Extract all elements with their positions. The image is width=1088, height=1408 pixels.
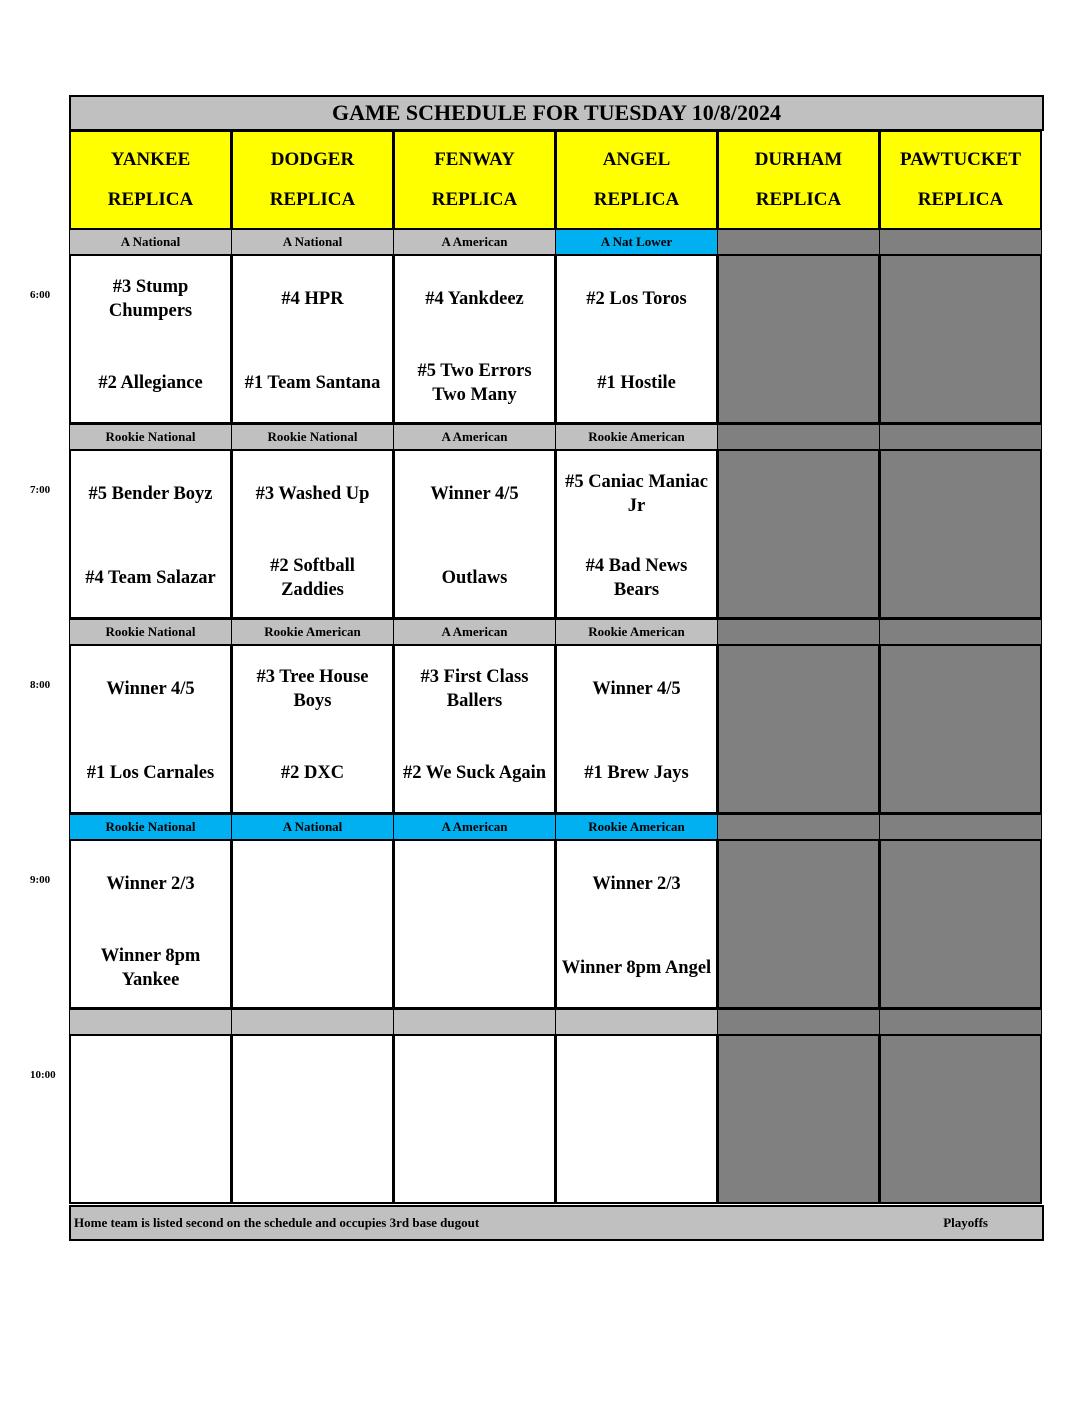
field-name: DURHAM (754, 149, 843, 170)
game-block (231, 254, 394, 424)
league-label (879, 424, 1042, 450)
home-team: #2 Allegiance (98, 373, 203, 393)
field-header-dodger (231, 130, 394, 230)
home-team (233, 1128, 392, 1198)
home-team (71, 1128, 230, 1198)
game-block (231, 449, 394, 619)
field-subtitle: REPLICA (755, 189, 842, 210)
league-label (879, 1009, 1042, 1035)
league-label: Rookie National (69, 619, 232, 645)
away-team (233, 849, 392, 919)
field-header-durham (717, 130, 880, 230)
home-team: #4 Bad News Bears (585, 556, 688, 600)
away-team: Winner 4/5 (430, 484, 519, 504)
time-label: 9:00 (30, 874, 51, 886)
league-label (717, 1009, 880, 1035)
home-team (395, 1128, 554, 1198)
league-label: A American (393, 229, 556, 255)
game-block (393, 839, 556, 1009)
field-subtitle: REPLICA (431, 189, 518, 210)
away-team: Winner 2/3 (592, 874, 681, 894)
game-block (231, 839, 394, 1009)
field-header-yankee (69, 130, 232, 230)
away-team: #5 Caniac Maniac Jr (565, 472, 708, 516)
time-label: 10:00 (30, 1069, 56, 1081)
league-label: A American (393, 814, 556, 840)
time-label: 7:00 (30, 484, 51, 496)
away-team: Winner 4/5 (106, 679, 195, 699)
game-block (393, 254, 556, 424)
unused-field-block (717, 839, 880, 1009)
game-block (393, 1034, 556, 1204)
league-label (879, 619, 1042, 645)
away-team (71, 1044, 230, 1114)
unused-field-block (879, 839, 1042, 1009)
league-label (879, 229, 1042, 255)
away-team: Winner 2/3 (106, 874, 195, 894)
league-label: A American (393, 424, 556, 450)
time-label: 8:00 (30, 679, 51, 691)
home-team: #2 We Suck Again (402, 763, 547, 783)
league-label (231, 1009, 394, 1035)
field-subtitle: REPLICA (917, 189, 1004, 210)
away-team: Winner 4/5 (592, 679, 681, 699)
field-subtitle: REPLICA (107, 189, 194, 210)
league-label: Rookie National (69, 424, 232, 450)
footer-note: Home team is listed second on the schedule and occupies 3rd base dugout (74, 1215, 480, 1230)
league-label: Rookie National (69, 814, 232, 840)
game-block (231, 1034, 394, 1204)
away-team: #2 Los Toros (586, 289, 687, 309)
game-block (69, 449, 232, 619)
footer-bar (69, 1205, 1044, 1241)
game-block (69, 254, 232, 424)
unused-field-block (717, 644, 880, 814)
home-team: #1 Team Santana (244, 373, 381, 393)
time-label: 6:00 (30, 289, 51, 301)
league-label: A Nat Lower (555, 229, 718, 255)
league-label: A American (393, 619, 556, 645)
home-team: #1 Los Carnales (86, 763, 215, 783)
field-name: YANKEE (110, 149, 191, 170)
home-team: #4 Team Salazar (85, 568, 216, 588)
game-block (555, 839, 718, 1009)
league-label: Rookie American (555, 424, 718, 450)
unused-field-block (879, 1034, 1042, 1204)
field-subtitle: REPLICA (269, 189, 356, 210)
unused-field-block (717, 1034, 880, 1204)
game-block (555, 1034, 718, 1204)
home-team: Outlaws (441, 568, 508, 588)
home-team (557, 1128, 716, 1198)
game-block (231, 644, 394, 814)
home-team: Winner 8pm Yankee (100, 946, 201, 990)
league-label (555, 1009, 718, 1035)
home-team: #2 DXC (280, 763, 345, 783)
field-subtitle: REPLICA (593, 189, 680, 210)
league-label (717, 424, 880, 450)
league-label: A National (231, 229, 394, 255)
unused-field-block (879, 644, 1042, 814)
game-block (393, 644, 556, 814)
field-name: DODGER (270, 149, 355, 170)
game-block (555, 254, 718, 424)
home-team: Winner 8pm Angel (561, 958, 712, 978)
league-label (717, 229, 880, 255)
away-team: #4 Yankdeez (425, 289, 524, 309)
schedule-title: GAME SCHEDULE FOR TUESDAY 10/8/2024 (69, 95, 1044, 131)
footer-playoffs: Playoffs (943, 1215, 988, 1230)
league-label: Rookie National (231, 424, 394, 450)
league-label (69, 1009, 232, 1035)
game-block (69, 1034, 232, 1204)
away-team: #3 Stump Chumpers (108, 277, 193, 321)
away-team: #3 Tree House Boys (256, 667, 369, 711)
field-header-angel (555, 130, 718, 230)
home-team: #5 Two Errors Two Many (417, 361, 532, 405)
league-label: A National (69, 229, 232, 255)
game-block (69, 839, 232, 1009)
field-header-fenway (393, 130, 556, 230)
game-block (555, 449, 718, 619)
away-team: #3 Washed Up (255, 484, 370, 504)
field-name: ANGEL (602, 149, 671, 170)
field-name: PAWTUCKET (899, 149, 1022, 170)
away-team (395, 1044, 554, 1114)
game-block (555, 644, 718, 814)
league-label: Rookie American (231, 619, 394, 645)
home-team: #1 Brew Jays (584, 763, 689, 783)
unused-field-block (717, 449, 880, 619)
away-team: #3 First Class Ballers (420, 667, 529, 711)
unused-field-block (879, 449, 1042, 619)
league-label (879, 814, 1042, 840)
league-label: Rookie American (555, 619, 718, 645)
home-team (233, 933, 392, 1003)
away-team (557, 1044, 716, 1114)
schedule-table (69, 95, 1044, 1241)
game-block (393, 449, 556, 619)
league-label (393, 1009, 556, 1035)
field-header-pawtucket (879, 130, 1042, 230)
away-team: #4 HPR (281, 289, 344, 309)
home-team: #2 Softball Zaddies (270, 556, 355, 600)
away-team (395, 849, 554, 919)
field-name: FENWAY (434, 149, 515, 170)
game-block (69, 644, 232, 814)
league-label: Rookie American (555, 814, 718, 840)
home-team (395, 933, 554, 1003)
league-label (717, 619, 880, 645)
home-team: #1 Hostile (597, 373, 676, 393)
unused-field-block (879, 254, 1042, 424)
away-team: #5 Bender Boyz (88, 484, 213, 504)
league-label: A National (231, 814, 394, 840)
league-label (717, 814, 880, 840)
unused-field-block (717, 254, 880, 424)
away-team (233, 1044, 392, 1114)
